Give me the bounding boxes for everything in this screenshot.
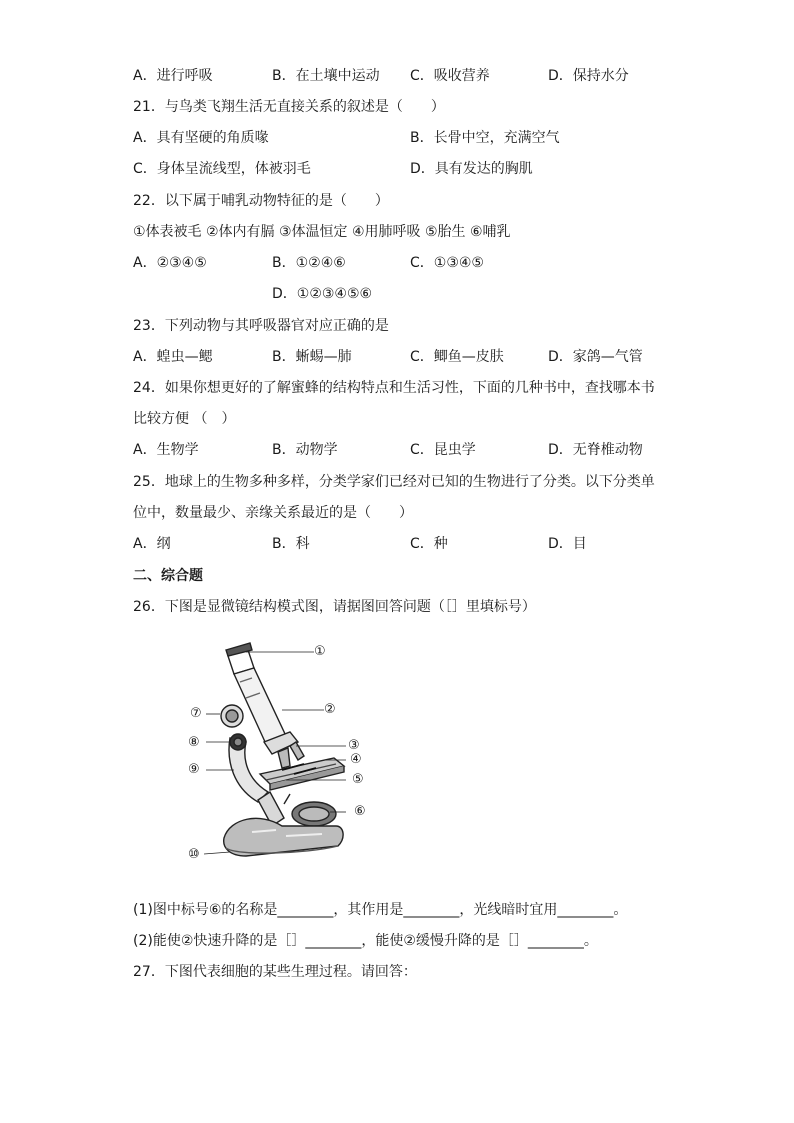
q20-option-a: A．进行呼吸 (133, 68, 213, 84)
q24-option-d: D．无脊椎动物 (548, 442, 643, 458)
q26-stem: 26．下图是显微镜结构模式图，请据图回答问题（［］里填标号） (133, 599, 536, 615)
q22-items: ①体表被毛 ②体内有膈 ③体温恒定 ④用肺呼吸 ⑤胎生 ⑥哺乳 (133, 224, 511, 240)
q23-option-d: D．家鸽—气管 (548, 349, 643, 365)
label-2: ② (324, 702, 336, 717)
q26-sub2: (2)能使②快速升降的是［］________，能使②缓慢升降的是［］________。 (133, 933, 598, 949)
q25-option-a: A．纲 (133, 536, 171, 552)
q25-option-b: B．科 (272, 536, 310, 552)
microscope-figure (186, 642, 376, 870)
q24-option-a: A．生物学 (133, 442, 199, 458)
q20-option-b: B．在土壤中运动 (272, 68, 380, 84)
q21-option-c: C．身体呈流线型，体被羽毛 (133, 161, 311, 177)
q23-stem: 23．下列动物与其呼吸器官对应正确的是 (133, 318, 389, 334)
label-9: ⑨ (188, 762, 200, 777)
q22-option-b: B．①②④⑥ (272, 255, 346, 271)
q20-option-c: C．吸收营养 (410, 68, 490, 84)
label-8: ⑧ (188, 735, 200, 750)
q24-stem-line1: 24．如果你想更好的了解蜜蜂的结构特点和生活习性，下面的几种书中，查找哪本书 (133, 380, 655, 396)
label-1: ① (314, 644, 326, 659)
q25-option-c: C．种 (410, 536, 448, 552)
q21-option-b: B．长骨中空，充满空气 (410, 130, 560, 146)
q23-option-b: B．蜥蜴—肺 (272, 349, 352, 365)
q25-option-d: D．目 (548, 536, 587, 552)
q21-option-d: D．具有发达的胸肌 (410, 161, 533, 177)
q23-option-c: C．鲫鱼—皮肤 (410, 349, 504, 365)
q24-stem-line2: 比较方便 （ ） (133, 411, 236, 427)
section-title: 二、综合题 (133, 568, 203, 584)
label-4: ④ (350, 752, 362, 767)
q22-option-d: D．①②③④⑤⑥ (272, 286, 373, 302)
label-10: ⑩ (188, 847, 200, 862)
q25-stem-line1: 25．地球上的生物多种多样，分类学家们已经对已知的生物进行了分类。以下分类单 (133, 474, 655, 490)
q22-stem: 22．以下属于哺乳动物特征的是（ ） (133, 193, 389, 209)
q22-option-a: A．②③④⑤ (133, 255, 207, 271)
label-7: ⑦ (190, 706, 202, 721)
label-5: ⑤ (352, 772, 364, 787)
q24-option-b: B．动物学 (272, 442, 338, 458)
q21-stem: 21．与鸟类飞翔生活无直接关系的叙述是（ ） (133, 99, 445, 115)
q20-option-d: D．保持水分 (548, 68, 629, 84)
q27-stem: 27．下图代表细胞的某些生理过程。请回答： (133, 964, 417, 980)
q23-option-a: A．蝗虫—鳃 (133, 349, 213, 365)
q26-sub1: (1)图中标号⑥的名称是________，其作用是________，光线暗时宜用________。 (133, 902, 628, 918)
q21-option-a: A．具有坚硬的角质喙 (133, 130, 269, 146)
label-3: ③ (348, 738, 360, 753)
q24-option-c: C．昆虫学 (410, 442, 476, 458)
q22-option-c: C．①③④⑤ (410, 255, 484, 271)
q25-stem-line2: 位中，数量最少、亲缘关系最近的是（ ） (133, 505, 413, 521)
label-6: ⑥ (354, 804, 366, 819)
